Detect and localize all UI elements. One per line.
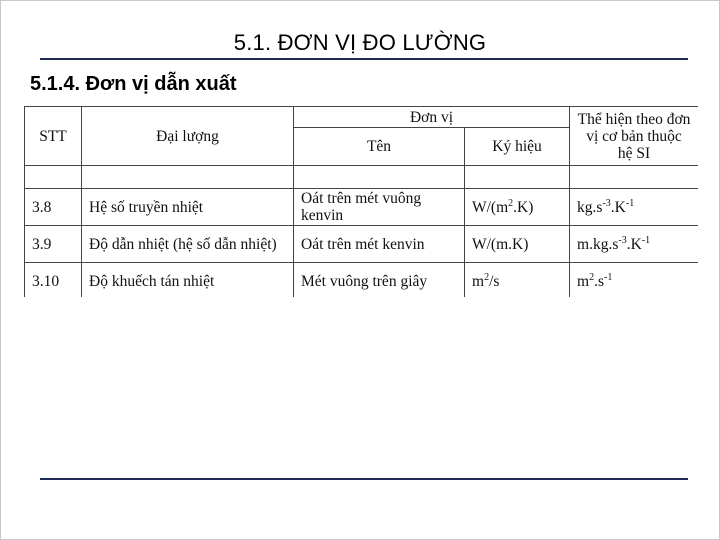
- header-unit: Đơn vị: [294, 107, 570, 128]
- row-stt: 3.9: [25, 226, 82, 263]
- row-quantity: Hệ số truyền nhiệt: [82, 189, 294, 226]
- derived-units-table-area: [24, 106, 698, 297]
- row-stt: 3.10: [25, 263, 82, 298]
- table-header-row: [25, 107, 699, 128]
- derived-units-table: [24, 106, 698, 297]
- row-quantity: Độ khuếch tán nhiệt: [82, 263, 294, 298]
- footer-rule: [40, 478, 688, 480]
- row-unit-symbol: $W/(m^2.K)$: [465, 189, 570, 226]
- slide-title: 5.1. ĐƠN VỊ ĐO LƯỜNG: [233, 30, 487, 55]
- table-row: [25, 189, 699, 226]
- section-heading: 5.1.4. Đơn vị dẫn xuất: [30, 73, 237, 95]
- row-si-expression: $m.kg.s^{-3}.K^{-1}$: [570, 226, 698, 263]
- row-stt: 3.8: [25, 189, 82, 226]
- header-quantity: Đại lượng: [82, 107, 294, 166]
- row-quantity: Độ dẫn nhiệt (hệ số dẫn nhiệt): [82, 226, 294, 263]
- header-unit-name: Tên: [294, 128, 465, 166]
- row-unit-symbol: W/(m.K): [465, 226, 570, 263]
- table-row: [25, 263, 699, 298]
- header-unit-symbol: Ký hiệu: [465, 128, 570, 166]
- header-si-expression: Thể hiện theo đơn vị cơ bản thuộc hệ SI: [570, 107, 698, 166]
- row-unit-name: Mét vuông trên giây: [294, 263, 465, 298]
- row-unit-symbol: $m^2/s$: [465, 263, 570, 298]
- row-si-expression: $kg.s^{-3}.K^{-1}$: [570, 189, 698, 226]
- row-si-expression: $m^2.s^{-1}$: [570, 263, 698, 298]
- title-underline: [40, 58, 688, 60]
- table-spacer-row: [25, 166, 699, 189]
- row-unit-name: Oát trên mét vuông kenvin: [294, 189, 465, 226]
- row-unit-name: Oát trên mét kenvin: [294, 226, 465, 263]
- table-row: [25, 226, 699, 263]
- header-stt: STT: [25, 107, 82, 166]
